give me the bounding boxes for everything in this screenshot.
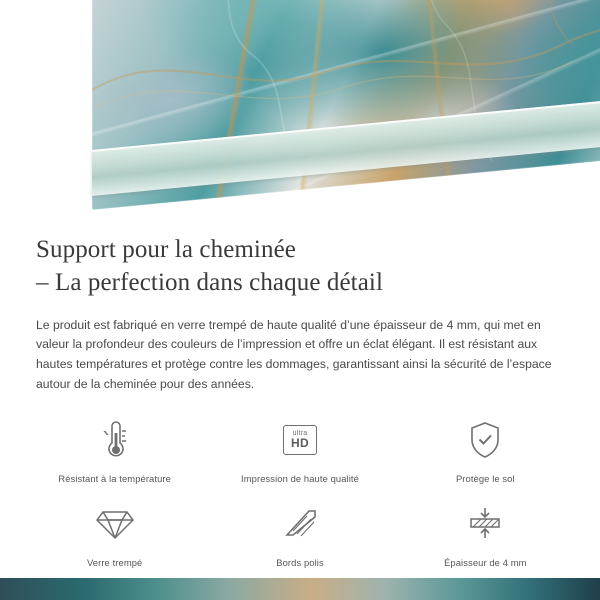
feature-label: Résistant à la température	[58, 472, 171, 484]
feature-polished-edges	[207, 501, 392, 569]
feature-label: Impression de haute qualité	[241, 472, 359, 484]
description-paragraph: Le produit est fabriqué en verre trempé de haute qualité d’une épaisseur de 4 mm, qui met en valeur la profondeur des couleurs de l’impression et offre un éclat élégant. Il est résistant aux hautes températures et protège contre les dommages, garantissant ainsi la sécurité de l’espace autour de la cheminée pour des années.	[36, 317, 552, 391]
feature-tempered-glass	[22, 501, 207, 569]
sparkle-icon	[534, 168, 580, 214]
ultra-hd-top-label: ultra	[292, 430, 308, 438]
feature-label: Bords polis	[276, 556, 324, 568]
thermometer-icon	[89, 417, 141, 463]
diamond-icon	[89, 501, 141, 547]
text-content	[0, 215, 600, 395]
shield-check-icon	[459, 417, 511, 463]
feature-label: Verre trempé	[86, 556, 143, 568]
thickness-arrows-icon	[459, 501, 511, 547]
ultra-hd-icon	[274, 417, 326, 463]
feature-floor-protection	[393, 417, 578, 485]
feature-print-quality	[207, 417, 392, 485]
ultra-hd-bottom-label: HD	[291, 436, 309, 451]
polished-edges-icon	[274, 501, 326, 547]
feature-thickness	[393, 501, 578, 569]
feature-label: Protège le sol	[455, 472, 515, 484]
page-title	[36, 233, 564, 300]
headline-line-2: – La perfection dans chaque détail	[36, 269, 383, 297]
feature-temperature-resistant	[22, 417, 207, 485]
headline-line-1: Support pour la cheminée	[36, 236, 296, 263]
hero-image	[0, 0, 600, 215]
feature-grid	[0, 417, 600, 569]
sparkle-icon-small	[566, 186, 592, 212]
footer-color-strip	[0, 578, 600, 600]
feature-label: Épaisseur de 4 mm	[444, 556, 527, 568]
